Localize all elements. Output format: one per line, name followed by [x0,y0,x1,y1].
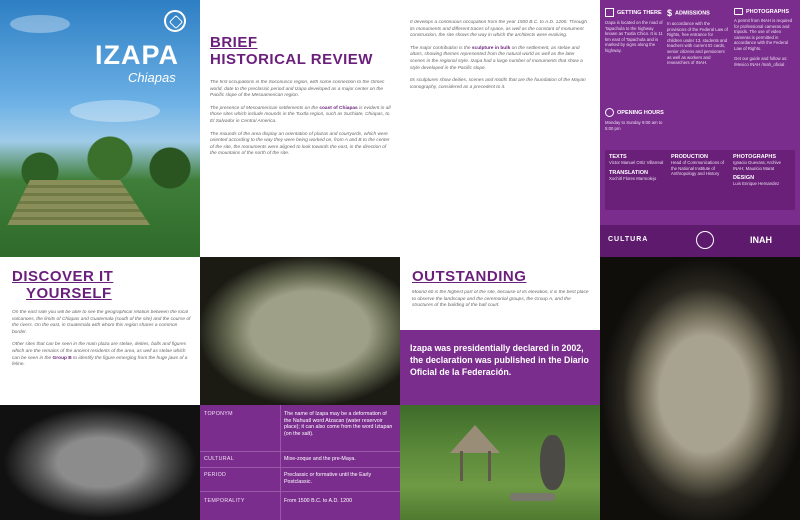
site-park-photo [400,405,600,520]
history-paragraph-3: The mounds of the area display an orientation of plazas and courtyards, which were oriented according to the way they were being worked on, from A and B to the center of the site, the monuments were aligned to look towards the east, in the direction of the mountains of the north of the site. [210,131,390,157]
inah-logo: INAH [750,235,772,245]
cover-title: IZAPA [95,40,179,70]
table-row: CULTURAL Mixe-zoque and the pre-Maya. [200,451,400,467]
structure-paragraph: Mound 60 is the highest part of the site, because of its elevation, it is the best place to observe the landscape and the ceremonial groups, the Group A, and the structures of the building of the ball court. [412,290,589,309]
declaration-quote: Izapa was presidentially declared in 2002, the declaration was published in the Diario Oficial de la Federación. [410,343,589,377]
discover-paragraph-1: On the east side you will be able to see the geographical relation between the local volcanoes, the limits of Chiapas and Guatemala (south of the site) and the course of the rivers. On the east, in Guatemala with whom this region shares a common border. [12,310,191,335]
history-column-2 [410,20,590,250]
admissions-block: $ ADMISSIONS In accordance with the provisions of the Federal Law of Rights, free entrance for children under 13, students and teachers with current ID cards, senior citizens and pensioners as well as workers and researchers of INAH. [667,8,728,66]
cultura-logo: CULTURA [608,236,649,243]
panel-footer [600,225,800,257]
shield-icon [696,231,714,249]
dollar-icon: $ [667,8,673,18]
cover-subtitle: Chiapas [128,70,176,85]
history-paragraph-5: The major contribution is the sculpture in bulk on the settlement, as stelae and altars, showing themes represented from the natural world as well as the later scenes in the regional style. Izapa had a large number of monuments that show a style developed in the Pacific slope. [410,45,583,71]
table-row: TOPONYM The name of Izapa may be a deformation of the Nahuatl word Atzacan (water reservoir place); it can also come from the word Iztapan (on the salt). [204,411,393,437]
credits-box: TEXTS Victor Manuel Ortiz Villarreal TRANSLATION Xochitl Flores Marmolejo PRODUCTION Head of Communications of the National Institute of Anthropology and History PHOTOGRAPHS Ignacio Guevara; Archive INAH; Mauricio Marat DESIGN Luis Enrique Hernandez [605,150,795,210]
camera-icon [734,8,743,15]
table-row: TEMPORALITY From 1500 B.C. to A.D. 1200 [200,491,400,520]
history-heading: BRIEF HISTORICAL REVIEW [210,34,373,64]
clock-icon [605,108,614,117]
history-paragraph-4: It develops a continuous occupation from the year 1500 B.C. to A.D. 1200. Through its monuments and different traces of space, as well as the constant of monument construction, the site shows the way in which the architects were evolving. [410,20,587,39]
getting-there-block: GETTING THERE Izapa is located on the road of Tapachula to the highway known as Tuxtla Chico. It is 11 km east of Tapachula and is marked by signs along the highway. [605,9,663,53]
photographs-block: PHOTOGRAPHS A permit from INAH is required for professional cameras and tripods. The use of video cameras is permitted in accordance with the Federal Law of Rights. Get our guide and follow us: /Mexico INAH /Inah_oficial [734,8,793,68]
table-row: PERIOD Preclassic or formative until the Early Postclassic. [200,467,400,491]
history-paragraph-2: The presence of Mesoamerican settlements on the coast of Chiapas is evident in all those sites which include mounds in the Tuxtla region, such as Suchiate, Chiapas, to El Salvador in Central America. [210,105,391,124]
cover-photo [0,0,200,257]
discover-paragraph-2: Other sites that can be seen in the main plaza are stelae, deities, balls and figures which are the remains of the ancient residents of the area, as well as stelae which can be seen in the Group B to identify the figure emerging from the huge jaws of a feline. [12,342,188,368]
relief-stone-photo [0,405,200,520]
history-paragraph-1: The first occupations in the Soconusco region, with some connection to the Olmec world, date to the preclassic period and Izapa developed as a major center on the Pacific slope of the Mesoamerican region. [210,80,385,99]
visitor-info-panel [600,0,800,257]
structure-text [412,290,592,328]
declaration-quote-box [400,330,600,405]
discover-text [12,310,192,402]
opening-hours-block: OPENING HOURS Monday to Sunday 9:00 am to 5:00 pm [605,109,664,131]
map-icon [605,8,614,17]
inah-seal-icon [164,10,186,32]
stela-photo [600,257,800,520]
site-info-table [200,405,400,520]
structure-heading: OUTSTANDING [412,268,527,285]
carved-stone-photo [200,257,400,405]
history-column-1 [210,80,392,255]
history-paragraph-6: Its sculptures show deities, scenes and motifs that are the foundation of the Mayan iconography, considered as a precedent to it. [410,78,586,90]
discover-heading: DISCOVER IT YOURSELF [12,268,114,302]
